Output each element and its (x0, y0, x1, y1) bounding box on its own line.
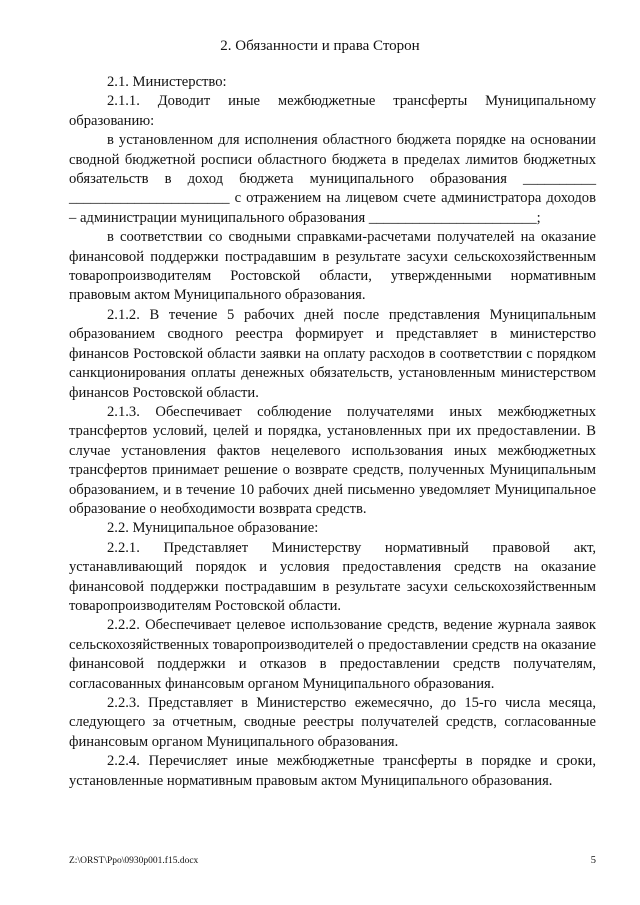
footer-page-number: 5 (590, 855, 596, 866)
clause-2-1-2: 2.1.2. В течение 5 рабочих дней после представления Муниципальным образованием сводного реестра формирует и представляет в министерство финансов Ростовской области заявки на оплату расходов в соответствии с порядком санкционирования оплаты денежных обязательств, установленным министерством финансов Ростовской области. (69, 306, 596, 401)
clause-2-1-3: 2.1.3. Обеспечивает соблюдение получателями иных межбюджетных трансфертов условий, целей и порядка, установленных при их предоставлении. В случае установления фактов нецелевого использования иных межбюджетных трансфертов принимает решение о возврате средств, полученных Муниципальным образованием, и в течение 10 рабочих дней письменно уведомляет Муниципальное образование о необходимости возврата средств. (69, 403, 596, 517)
section-title: 2. Обязанности и права Сторон (220, 38, 420, 54)
clause-2-2-2: 2.2.2. Обеспечивает целевое использование средств, ведение журнала заявок сельскохозяйственных товаропроизводителей о предоставлении средств на оказание финансовой поддержки и отказов в предоставлении средств получателям, согласованных финансовым органом Муниципального образования. (69, 617, 596, 692)
clause-2-2-3: 2.2.3. Представляет в Министерство ежемесячно, до 15-го числа месяца, следующего за отчетным, сводные реестры получателей средств, согласованные финансовым органом Муниципального образования. (69, 695, 596, 750)
clause-2-2-1: 2.2.1. Представляет Министерству нормативный правовой акт, устанавливающий порядок и условия предоставления средств на оказание финансовой поддержки пострадавшим в результате засухи сельскохозяйственным товаропроизводителям Ростовской области. (69, 539, 596, 614)
clause-2-2: 2.2. Муниципальное образование: (107, 520, 319, 537)
clause-2-1-1: 2.1.1. Доводит иные межбюджетные трансферты Муниципальному образованию: (69, 93, 596, 129)
clause-2-1-1-item-2: в соответствии со сводными справками-расчетами получателей на оказание финансовой поддержки пострадавшим в результате засухи сельскохозяйственным товаропроизводителям Ростовской области, утвержденными нормативным правовым актом Муниципального образования. (69, 229, 596, 304)
clause-2-1: 2.1. Министерство: (107, 74, 227, 90)
clause-2-1-1-item-1: в установленном для исполнения областного бюджета порядке на основании сводной бюджетной росписи областного бюджета в пределах лимитов бюджетных обязательств в доход бюджета муниципального образования __________ ______________________ с отражением на лицевом счете администратора доходов – администрации муниципального образования _______________________; (69, 132, 596, 226)
document-body (69, 73, 596, 791)
footer-file-path: Z:\ORST\Ppo\0930p001.f15.docx (69, 856, 199, 866)
clause-2-2-4: 2.2.4. Перечисляет иные межбюджетные трансферты в порядке и сроки, установленные нормативным правовым актом Муниципального образования. (69, 753, 596, 789)
